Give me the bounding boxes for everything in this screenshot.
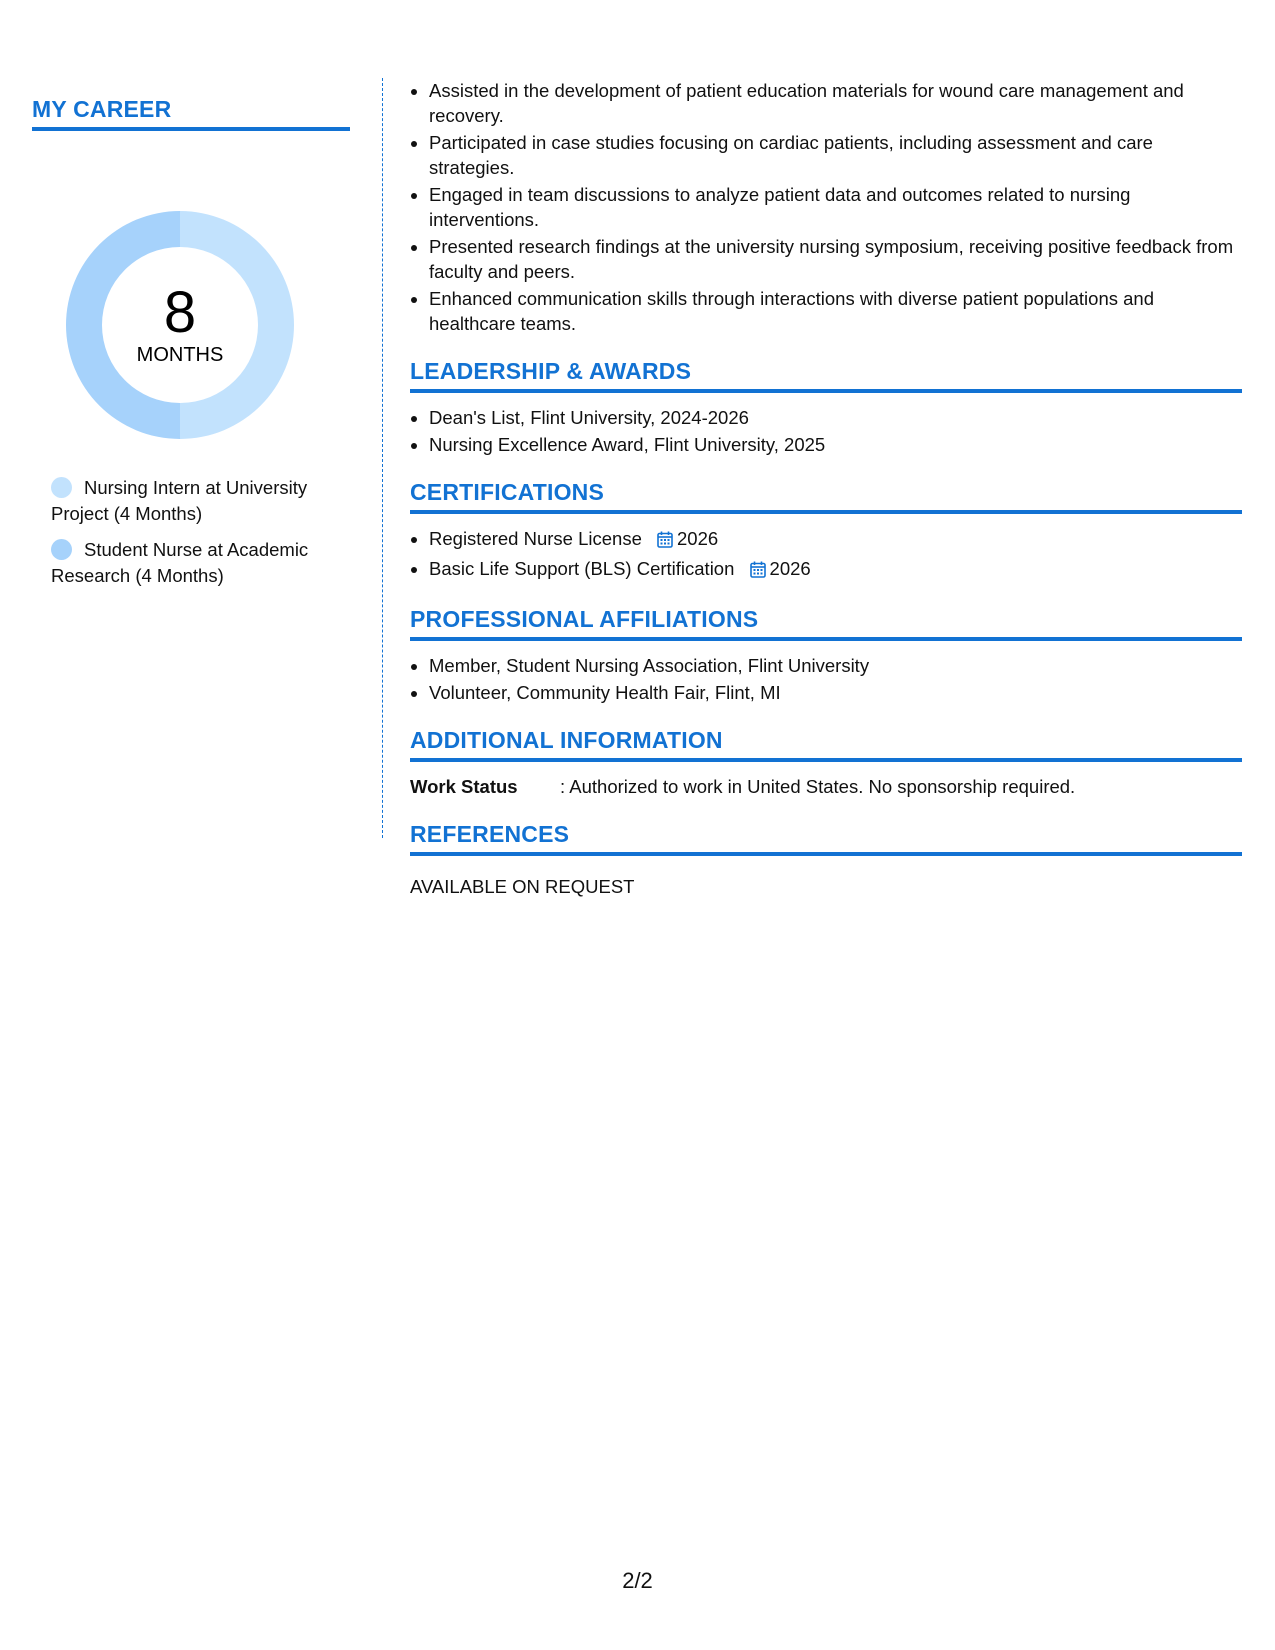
references-heading: REFERENCES <box>410 821 1242 856</box>
list-item: • Volunteer, Community Health Fair, Flint, MI <box>429 680 1242 705</box>
work-status-value: : Authorized to work in United States. No sponsorship required. <box>560 776 1076 797</box>
calendar-icon <box>657 529 673 554</box>
list-item: • Enhanced communication skills through interactions with diverse patient populations and healthcare teams. <box>429 286 1242 336</box>
certification-name: Basic Life Support (BLS) Certification <box>429 558 735 579</box>
legend-label: Student Nurse at Academic Research (4 Months) <box>51 539 309 586</box>
career-title: MY CAREER <box>32 96 350 131</box>
experience-bullets <box>410 78 1242 336</box>
column-divider <box>382 78 383 838</box>
resume-main <box>410 78 1242 899</box>
list-item: • Assisted in the development of patient education materials for wound care management and recovery. <box>429 78 1242 128</box>
legend-label: Nursing Intern at University Project (4 Months) <box>51 477 308 524</box>
references-text: AVAILABLE ON REQUEST <box>410 876 635 897</box>
total-months-number: 8 <box>163 280 197 345</box>
list-item: • Engaged in team discussions to analyze patient data and outcomes related to nursing interventions. <box>429 182 1242 232</box>
list-item: • Participated in case studies focusing on cardiac patients, including assessment and care strategies. <box>429 130 1242 180</box>
work-status-label: Work Status <box>410 776 518 797</box>
list-item: • Nursing Excellence Award, Flint University, 2025 <box>429 432 1242 457</box>
legend-item-student-nurse <box>51 537 341 589</box>
career-sidebar <box>32 96 350 599</box>
list-item: • Presented research findings at the university nursing symposium, receiving positive feedback from faculty and peers. <box>429 234 1242 284</box>
career-legend <box>51 475 341 589</box>
donut-center <box>66 211 294 439</box>
list-item <box>429 556 1242 584</box>
certifications-list <box>410 526 1242 584</box>
total-months-unit: MONTHS <box>136 344 224 366</box>
calendar-icon <box>750 559 766 584</box>
work-status-row <box>410 774 1242 799</box>
certification-year: 2026 <box>677 528 719 549</box>
certifications-heading: CERTIFICATIONS <box>410 479 1242 514</box>
legend-item-intern <box>51 475 341 527</box>
list-item: • Member, Student Nursing Association, Flint University <box>429 653 1242 678</box>
leadership-list <box>410 405 1242 457</box>
page-number: 2/2 <box>622 1568 653 1593</box>
career-donut-chart <box>66 211 294 439</box>
additional-info-heading: ADDITIONAL INFORMATION <box>410 727 1242 762</box>
affiliations-heading: PROFESSIONAL AFFILIATIONS <box>410 606 1242 641</box>
certification-year: 2026 <box>769 558 811 579</box>
leadership-heading: LEADERSHIP & AWARDS <box>410 358 1242 393</box>
legend-dot-icon <box>51 477 72 498</box>
affiliations-list <box>410 653 1242 705</box>
legend-dot-icon <box>51 539 72 560</box>
list-item <box>429 526 1242 554</box>
certification-name: Registered Nurse License <box>429 528 642 549</box>
list-item: • Dean's List, Flint University, 2024-2026 <box>429 405 1242 430</box>
